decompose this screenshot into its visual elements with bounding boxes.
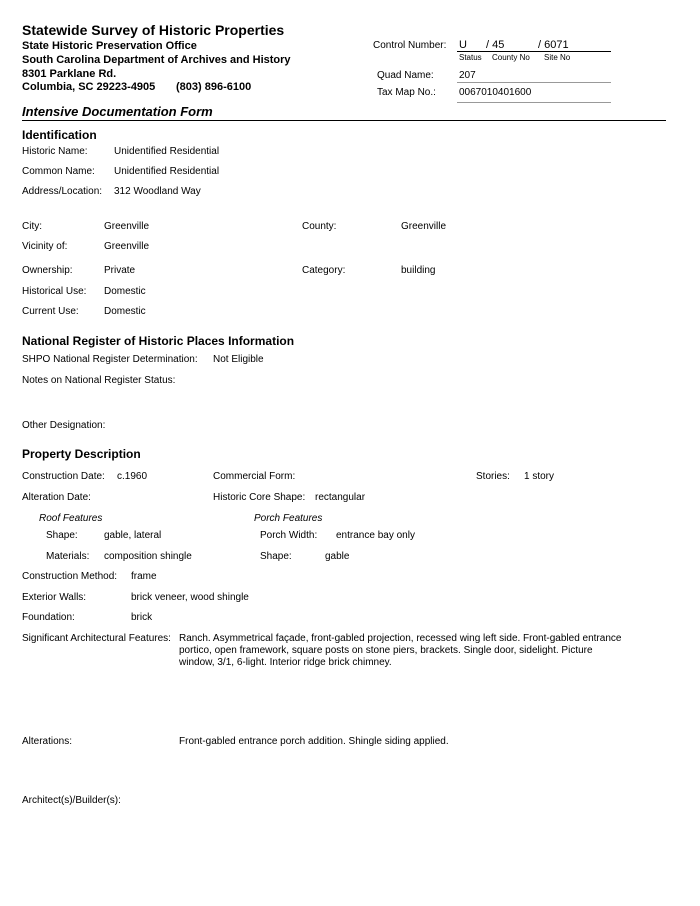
construction-date-value: c.1960 (117, 471, 148, 482)
historical-use-value: Domestic (104, 286, 146, 297)
stories-label: Stories: (476, 471, 510, 482)
category-value: building (401, 265, 436, 276)
common-name-label: Common Name: (22, 166, 95, 177)
city-state-zip: Columbia, SC 29223-4905 (22, 81, 156, 93)
survey-title: Statewide Survey of Historic Properties (22, 22, 285, 38)
historic-name-value: Unidentified Residential (114, 146, 220, 157)
office-name: State Historic Preservation Office (22, 40, 197, 52)
porch-width-value: entrance bay only (336, 530, 415, 541)
foundation-value: brick (131, 612, 153, 623)
department-name: South Carolina Department of Archives and History (22, 54, 291, 66)
county-number-value: / 45 (486, 39, 505, 51)
historic-name-label: Historic Name: (22, 146, 88, 157)
alterations-label: Alterations: (22, 736, 73, 747)
ownership-value: Private (104, 265, 136, 276)
roof-materials-value: composition shingle (104, 551, 192, 562)
form-title: Intensive Documentation Form (22, 104, 213, 119)
address-value: 312 Woodland Way (114, 186, 201, 197)
status-value: U (459, 39, 467, 51)
other-designation-label: Other Designation: (22, 420, 106, 431)
porch-features-heading: Porch Features (254, 513, 323, 524)
roof-shape-value: gable, lateral (104, 530, 162, 541)
nr-determination-value: Not Eligible (213, 354, 264, 365)
phone-number: (803) 896-6100 (176, 81, 252, 93)
tax-map-label: Tax Map No.: (377, 87, 436, 98)
title-divider (22, 120, 666, 121)
address-label: Address/Location: (22, 186, 103, 197)
construction-method-value: frame (131, 571, 157, 582)
construction-date-label: Construction Date: (22, 471, 105, 482)
ownership-label: Ownership: (22, 265, 73, 276)
city-label: City: (22, 221, 42, 232)
significant-features-label: Significant Architectural Features: (22, 633, 171, 644)
porch-shape-value: gable (325, 551, 350, 562)
alteration-date-label: Alteration Date: (22, 492, 91, 503)
tax-map-underline (457, 102, 611, 103)
common-name-value: Unidentified Residential (114, 166, 220, 177)
identification-heading: Identification (22, 128, 97, 142)
historical-use-label: Historical Use: (22, 286, 87, 297)
quad-name-underline (457, 82, 611, 83)
current-use-value: Domestic (104, 306, 146, 317)
property-description-heading: Property Description (22, 447, 141, 461)
current-use-label: Current Use: (22, 306, 79, 317)
commercial-form-label: Commercial Form: (213, 471, 296, 482)
core-shape-value: rectangular (315, 492, 366, 503)
tax-map-value: 0067010401600 (459, 87, 532, 98)
category-label: Category: (302, 265, 346, 276)
control-number-underline (457, 51, 611, 52)
foundation-label: Foundation: (22, 612, 75, 623)
control-number-label: Control Number: (373, 40, 447, 51)
city-value: Greenville (104, 221, 150, 232)
core-shape-label: Historic Core Shape: (213, 492, 306, 503)
architect-builder-label: Architect(s)/Builder(s): (22, 795, 121, 806)
county-label: County: (302, 221, 337, 232)
nr-determination-label: SHPO National Register Determination: (22, 354, 198, 365)
alterations-value: Front-gabled entrance porch addition. Shingle siding applied. (179, 736, 449, 747)
nrhp-heading: National Register of Historic Places Information (22, 334, 295, 348)
site-number-value: / 6071 (538, 39, 569, 51)
roof-shape-label: Shape: (46, 530, 78, 541)
street-address: 8301 Parklane Rd. (22, 68, 117, 80)
construction-method-label: Construction Method: (22, 571, 118, 582)
quad-name-value: 207 (459, 70, 476, 81)
nr-notes-label: Notes on National Register Status: (22, 375, 176, 386)
porch-width-label: Porch Width: (260, 530, 318, 541)
county-caption: County No (492, 53, 530, 62)
roof-materials-label: Materials: (46, 551, 90, 562)
porch-shape-label: Shape: (260, 551, 292, 562)
exterior-walls-label: Exterior Walls: (22, 592, 87, 603)
county-value: Greenville (401, 221, 447, 232)
quad-name-label: Quad Name: (377, 70, 434, 81)
status-caption: Status (459, 53, 482, 62)
vicinity-label: Vicinity of: (22, 241, 68, 252)
significant-features-text: Ranch. Asymmetrical façade, front-gabled projection, recessed wing left side. Front-gabled entrance portico, open framework, square posts on stone piers, brackets. Single door, sidelight. Picture window, 3/1, 6-light. Interior ridge brick chimney. (179, 633, 622, 668)
roof-features-heading: Roof Features (39, 513, 103, 524)
vicinity-value: Greenville (104, 241, 150, 252)
stories-value: 1 story (524, 471, 555, 482)
exterior-walls-value: brick veneer, wood shingle (131, 592, 249, 603)
site-caption: Site No (544, 53, 571, 62)
